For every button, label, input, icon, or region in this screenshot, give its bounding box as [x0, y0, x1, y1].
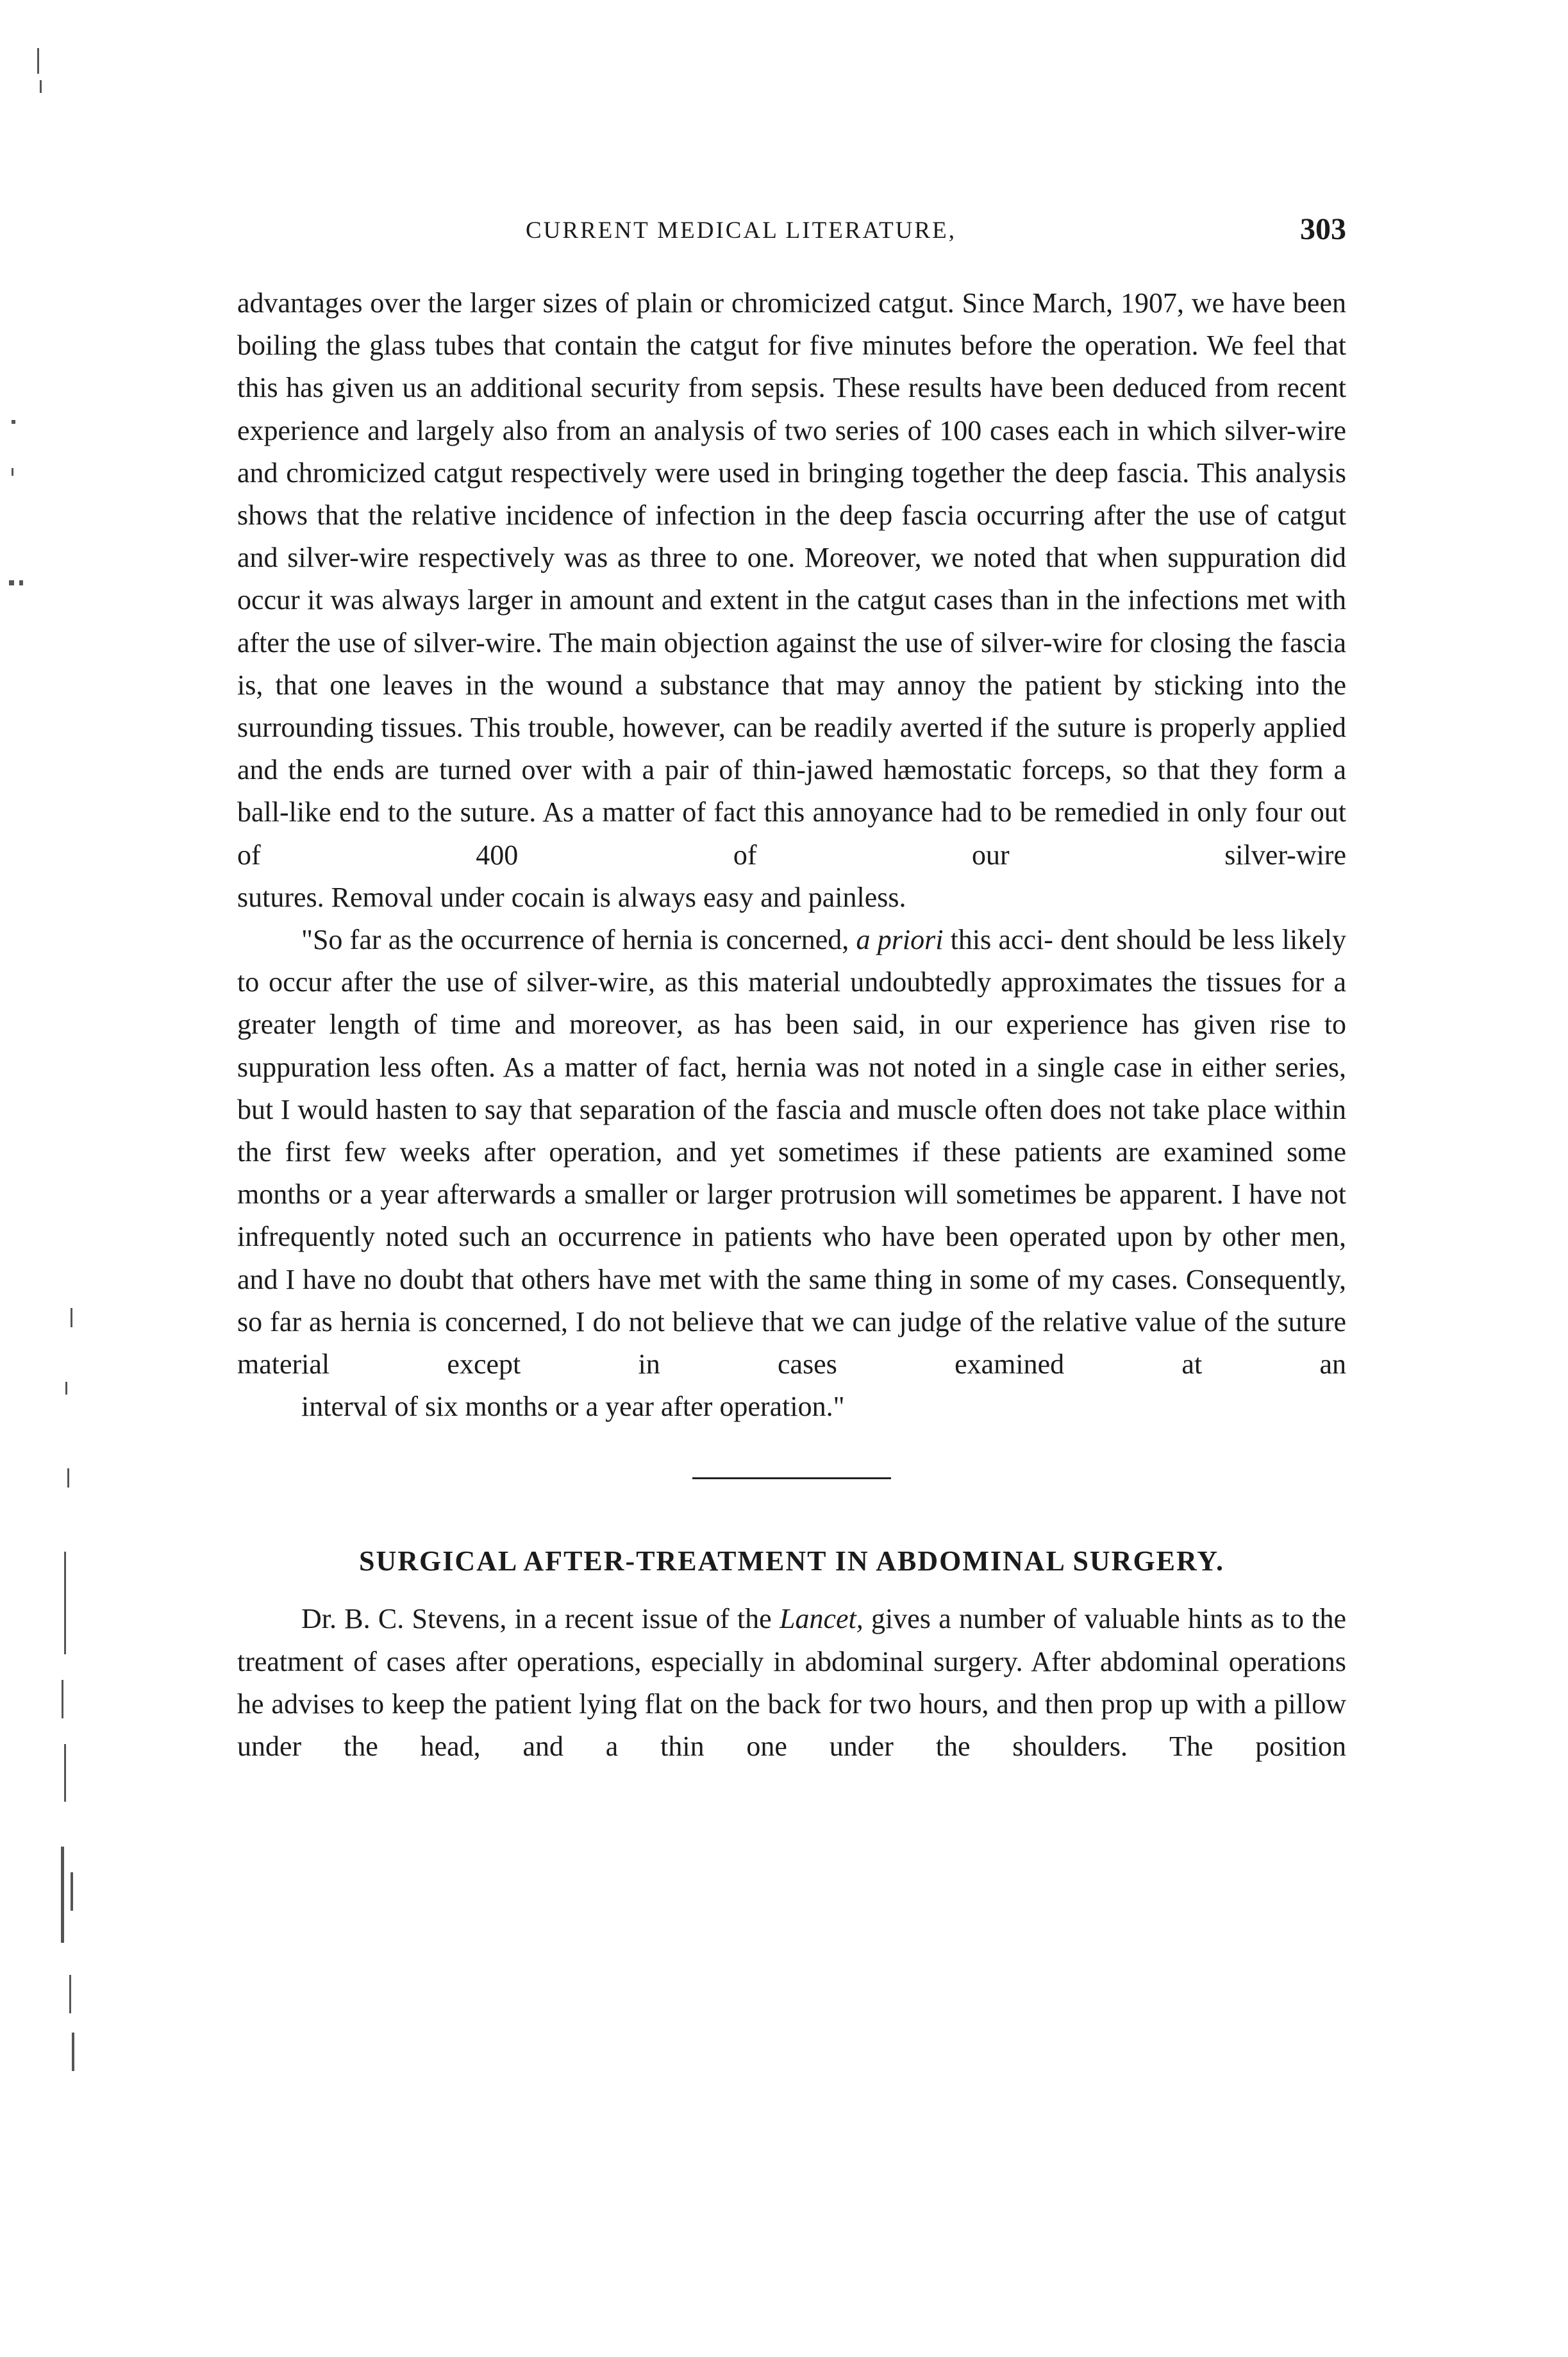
text-line: the fascia and muscle often does not take place within the first few weeks [237, 1093, 1346, 1168]
paragraph-catgut-comparison [237, 282, 1346, 919]
text-line: material undoubtedly approximates the tissues for a greater length of [237, 966, 1347, 1041]
text-line: use of silver-wire. The main objection against the use of silver-wire for [338, 626, 1143, 658]
text-line: after operation, and yet sometimes if these patients are examined some [483, 1136, 1347, 1168]
text-line: of valuable hints as to the treatment of cases after operations, especially [237, 1603, 1346, 1677]
text-line: advantages over the larger sizes of plain or chromicized catgut. Since [237, 287, 1025, 319]
text-line-start: "So far as the occurrence of hernia is concerned, [301, 924, 856, 956]
text-line: for five minutes before the operation. We feel that this has given us an [237, 330, 1346, 404]
running-head-title: CURRENT MEDICAL LITERATURE, [526, 217, 956, 244]
latin-phrase: a priori [856, 924, 944, 956]
text-line-last: sutures. Removal under cocain is always easy and painless. [237, 881, 906, 913]
text-line: annoyance had to be remedied in only four out of 400 of our silver-wire [237, 796, 1346, 871]
text-line: patient lying flat on the back for two hours, and then prop up with a [494, 1688, 1267, 1720]
text-line: who have been operated upon by other men, and I have no doubt that [237, 1221, 1346, 1295]
text-line: dent should be less likely to occur after the use of silver-wire, as this [237, 924, 1347, 998]
text-line-end: gives a number [863, 1603, 1046, 1635]
text-line: in abdominal surgery. After abdominal operations he advises to keep the [237, 1645, 1347, 1720]
text-line: others have met with the same thing in some of my cases. Consequently, [521, 1263, 1347, 1295]
text-line-last: interval of six months or a year after operation." [301, 1391, 845, 1423]
text-line-start: Dr. B. C. Stevens, in a recent issue of the [301, 1603, 780, 1635]
running-head [237, 212, 1346, 250]
text-line: March, 1907, we have been boiling the glass tubes that contain the catgut [237, 287, 1346, 362]
paragraph-after-treatment [237, 1598, 1346, 1768]
text-line: relative incidence of infection in the deep fascia occurring after the use of [412, 499, 1269, 532]
text-line: noted that when suppuration did occur it was always larger in amount [237, 542, 1347, 616]
paragraph-hernia-quote [237, 919, 1346, 1428]
text-line: months or a year afterwards a smaller or larger protrusion will sometimes [237, 1178, 1077, 1211]
text-line: additional security from sepsis. These results have been deduced from [470, 372, 1270, 404]
text-line: time and moreover, as has been said, in our experience has given rise to [451, 1009, 1347, 1041]
text-line: ends are turned over with a pair of thin-jawed hæmostatic forceps, so [333, 754, 1147, 786]
text-line: relative value of the suture material except in cases examined at an [237, 1305, 1347, 1380]
text-line: and extent in the catgut cases than in the infections met with after the [237, 584, 1347, 658]
margin-scan-marks [0, 0, 90, 2357]
article-body [237, 282, 1346, 1768]
text-line: used in bringing together the deep fascia. This analysis shows that the [237, 457, 1346, 532]
text-line: cases each in which silver-wire and chromicized catgut respectively were [237, 414, 1347, 489]
text-line: single case in either series, but I would hasten to say that separation of [237, 1051, 1347, 1125]
section-heading: SURGICAL AFTER-TREATMENT IN ABDOMINAL SURGERY. [359, 1545, 1224, 1577]
text-line: be apparent. I have not infrequently noted such an occurrence in patients [237, 1178, 1346, 1253]
journal-title: Lancet, [780, 1603, 863, 1635]
text-line-end: this acci- [943, 924, 1053, 956]
text-line: closing the fascia is, that one leaves in the wound a substance that may [237, 626, 1347, 701]
text-line: so far as hernia is concerned, I do not believe that we can judge of the [237, 1305, 1035, 1338]
text-line: recent experience and largely also from an analysis of two series of 100 [237, 372, 1347, 446]
text-line: catgut and silver-wire respectively was as three to one. Moreover, we [237, 499, 1346, 574]
text-line: that they form a ball-like end to the suture. As a matter of fact this [237, 754, 1347, 828]
text-line: however, can be readily averted if the suture is properly applied and the [237, 712, 1347, 786]
text-line: suppuration less often. As a matter of fact, hernia was not noted in a [237, 1051, 1029, 1083]
section-divider [692, 1477, 891, 1479]
page-number: 303 [1300, 212, 1346, 246]
text-line: pillow under the head, and a thin one under the shoulders. The position [237, 1688, 1346, 1763]
text-line: annoy the patient by sticking into the surrounding tissues. This trouble, [237, 669, 1347, 744]
